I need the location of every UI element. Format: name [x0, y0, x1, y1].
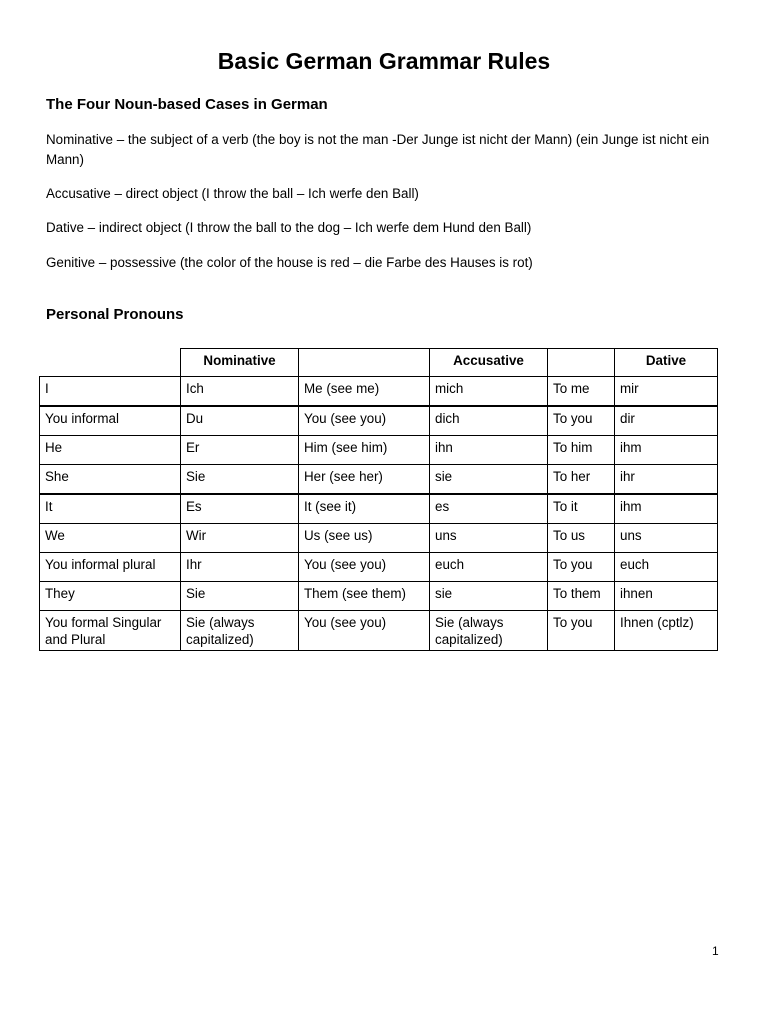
- table-cell: es: [430, 494, 548, 524]
- table-cell: To you: [548, 553, 615, 582]
- table-cell: To her: [548, 465, 615, 495]
- table-cell: Her (see her): [299, 465, 430, 495]
- table-cell: sie: [430, 582, 548, 611]
- table-cell: Ich: [181, 377, 299, 407]
- table-cell: Them (see them): [299, 582, 430, 611]
- table-row: [40, 582, 718, 611]
- table-row: [40, 553, 718, 582]
- table-cell: Sie (always capitalized): [430, 611, 548, 651]
- table-cell: They: [40, 582, 181, 611]
- table-cell: Er: [181, 436, 299, 465]
- table-cell: Sie (always capitalized): [181, 611, 299, 651]
- table-cell: I: [40, 377, 181, 407]
- table-cell: uns: [430, 524, 548, 553]
- table-cell: Sie: [181, 582, 299, 611]
- table-cell: Wir: [181, 524, 299, 553]
- table-cell: To it: [548, 494, 615, 524]
- table-cell: Sie: [181, 465, 299, 495]
- page-title: Basic German Grammar Rules: [217, 48, 551, 74]
- table-cell: You (see you): [299, 611, 430, 651]
- table-header-row: [40, 349, 718, 377]
- table-cell: She: [40, 465, 181, 495]
- header-nominative: Nominative: [181, 349, 299, 377]
- table-cell: To them: [548, 582, 615, 611]
- table-row: [40, 524, 718, 553]
- case-dative: Dative – indirect object (I throw the ball to the dog – Ich werfe dem Hund den Ball): [46, 220, 532, 235]
- table-cell: We: [40, 524, 181, 553]
- table-cell: It (see it): [299, 494, 430, 524]
- case-accusative: Accusative – direct object (I throw the ball – Ich werfe den Ball): [46, 186, 419, 201]
- table-cell: ihm: [615, 494, 718, 524]
- table-row: [40, 406, 718, 436]
- table-cell: To us: [548, 524, 615, 553]
- table-cell: ihn: [430, 436, 548, 465]
- table-cell: uns: [615, 524, 718, 553]
- table-cell: Es: [181, 494, 299, 524]
- table-cell: Ihnen (cptlz): [615, 611, 718, 651]
- table-cell: Him (see him): [299, 436, 430, 465]
- table-cell: To you: [548, 611, 615, 651]
- table-row: [40, 465, 718, 495]
- table-cell: sie: [430, 465, 548, 495]
- table-row: [40, 436, 718, 465]
- table-cell: You informal: [40, 406, 181, 436]
- pronouns-table: [39, 348, 718, 651]
- table-cell: euch: [615, 553, 718, 582]
- header-cell: [548, 349, 615, 377]
- page-number: 1: [712, 944, 719, 958]
- table-row: [40, 377, 718, 407]
- header-accusative: Accusative: [430, 349, 548, 377]
- table-cell: To me: [548, 377, 615, 407]
- table-cell: mich: [430, 377, 548, 407]
- table-cell: To him: [548, 436, 615, 465]
- pronouns-heading: Personal Pronouns: [46, 306, 184, 323]
- table-cell: Us (see us): [299, 524, 430, 553]
- cases-heading: The Four Noun-based Cases in German: [46, 96, 328, 113]
- table-cell: You (see you): [299, 406, 430, 436]
- table-cell: To you: [548, 406, 615, 436]
- table-row: [40, 494, 718, 524]
- table-cell: Me (see me): [299, 377, 430, 407]
- table-cell: You informal plural: [40, 553, 181, 582]
- case-genitive: Genitive – possessive (the color of the house is red – die Farbe des Hauses is rot): [46, 255, 533, 270]
- header-cell: [299, 349, 430, 377]
- table-cell: You formal Singular and Plural: [40, 611, 181, 651]
- table-cell: ihnen: [615, 582, 718, 611]
- table-cell: You (see you): [299, 553, 430, 582]
- table-row: [40, 611, 718, 651]
- table-cell: ihm: [615, 436, 718, 465]
- header-dative: Dative: [615, 349, 718, 377]
- table-cell: Du: [181, 406, 299, 436]
- case-nominative: Nominative – the subject of a verb (the boy is not the man -Der Junge ist nicht der Mann) (ein Junge ist nicht ein Mann): [46, 132, 710, 167]
- table-cell: euch: [430, 553, 548, 582]
- header-cell: [40, 349, 181, 377]
- table-cell: He: [40, 436, 181, 465]
- table-cell: Ihr: [181, 553, 299, 582]
- table-cell: dir: [615, 406, 718, 436]
- table-cell: ihr: [615, 465, 718, 495]
- table-cell: It: [40, 494, 181, 524]
- table-cell: mir: [615, 377, 718, 407]
- table-cell: dich: [430, 406, 548, 436]
